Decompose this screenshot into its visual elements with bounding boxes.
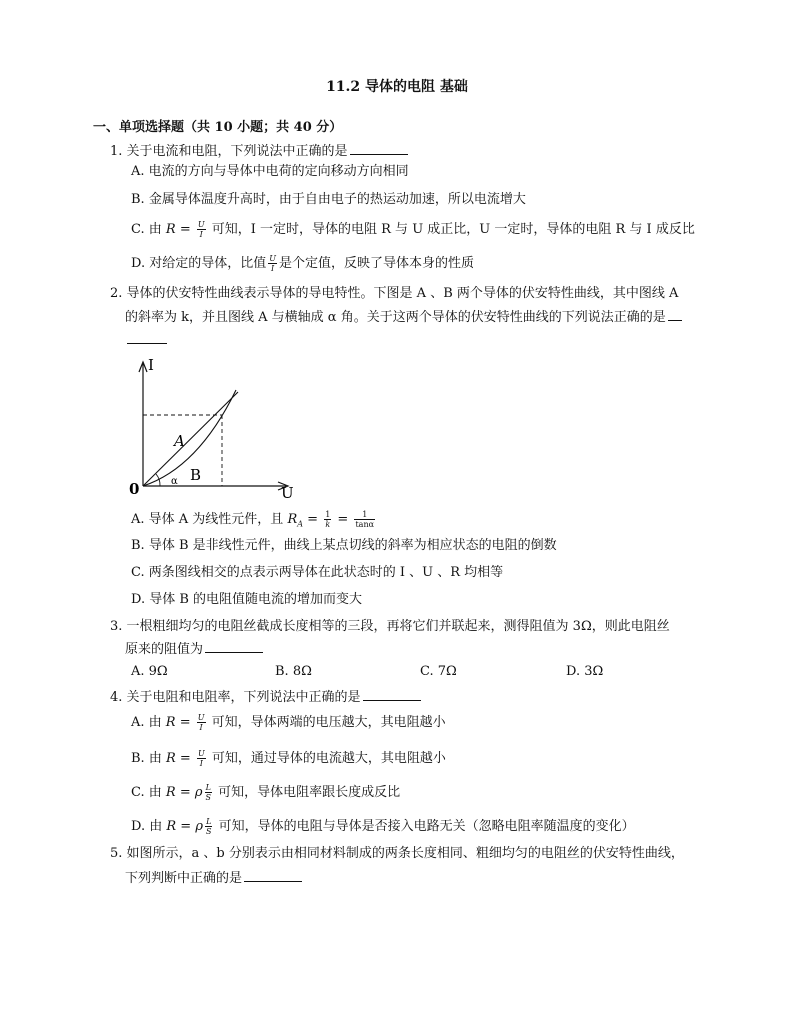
question-1-option-a: A. 电流的方向与导体中电荷的定向移动方向相同 — [131, 164, 409, 179]
symbol-r: R — [166, 819, 177, 834]
option-text: 是个定值，反映了导体本身的性质 — [278, 256, 474, 271]
symbol-rho: ρ — [195, 819, 203, 834]
fraction-denominator: I — [199, 723, 203, 732]
symbol-r: R — [165, 785, 176, 800]
symbol-r: R — [165, 751, 176, 766]
question-3-stem-line-2 — [125, 640, 263, 659]
symbol-r: R — [287, 512, 298, 527]
question-2-option-c: C. 两条图线相交的点表示两导体在此状态时的 I 、U 、R 均相等 — [131, 565, 504, 580]
question-1-option-b: B. 金属导体温度升高时，由于自由电子的热运动加速，所以电流增大 — [131, 192, 526, 207]
option-prefix: C. 由 — [131, 222, 162, 237]
question-5-text: 下列判断中正确的是 — [125, 871, 243, 886]
question-5-stem-line-2 — [125, 869, 302, 888]
line-a-label: A — [174, 432, 185, 450]
option-prefix: A. 导体 A 为线性元件，且 — [131, 512, 284, 527]
question-2-option-a — [131, 510, 377, 534]
fraction-numerator: L — [206, 817, 212, 826]
curve-b-label: B — [190, 466, 202, 484]
fraction-denominator: I — [199, 230, 203, 239]
question-3-option-c: C. 7Ω — [420, 664, 457, 679]
fraction-numerator: U — [269, 254, 276, 263]
fraction-u-over-i — [197, 713, 206, 732]
page-title: 11.2 导体的电阻 基础 — [326, 79, 468, 95]
fraction-numerator: 1 — [325, 510, 331, 519]
fraction-u-over-i — [197, 749, 206, 768]
fraction-u-over-i — [268, 254, 277, 273]
question-2-blank-continuation — [125, 331, 167, 350]
question-4-option-d — [131, 817, 635, 836]
section-heading: 一、单项选择题（共 10 小题；共 40 分） — [93, 120, 343, 135]
fraction-numerator: 1 — [354, 510, 375, 520]
answer-blank — [127, 331, 167, 344]
symbol-r: R — [165, 715, 176, 730]
x-axis-label: U — [281, 484, 294, 502]
option-text: 可知，导体的电阻与导体是否接入电路无关（忽略电阻率随温度的变化） — [214, 819, 635, 834]
question-1-option-c — [131, 220, 695, 239]
question-3-text: 原来的阻值为 — [125, 642, 204, 657]
option-text: 可知，导体两端的电压越大，其电阻越小 — [207, 715, 446, 730]
fraction-numerator: U — [197, 749, 205, 758]
equals-sign: = — [175, 715, 195, 730]
question-2-text: 的斜率为 k，并且图线 A 与横轴成 α 角。关于这两个导体的伏安特性曲线的下列说法正确的是 — [125, 310, 666, 325]
option-prefix: A. 由 — [131, 715, 162, 730]
equals-sign: = — [176, 819, 196, 834]
option-prefix: C. 由 — [131, 785, 162, 800]
fraction-denominator: I — [271, 264, 275, 273]
answer-blank — [668, 308, 682, 321]
fraction-numerator: U — [197, 220, 205, 229]
fraction-l-over-s — [205, 817, 212, 836]
answer-blank — [363, 688, 421, 701]
equals-sign: = — [175, 222, 195, 237]
fraction-one-over-k — [324, 510, 331, 529]
origin-label: 0 — [129, 480, 140, 498]
fraction-denominator: I — [199, 759, 203, 768]
option-text: 可知，I 一定时，导体的电阻 R 与 U 成正比，U 一定时，导体的电阻 R 与 I 成反比 — [207, 222, 695, 237]
fraction-denominator: k — [325, 520, 331, 529]
subscript-a: A — [297, 519, 304, 529]
question-2-stem-line-2 — [125, 308, 682, 327]
fraction-one-over-tan — [354, 510, 375, 529]
question-3-stem-line-1: 3. 一根粗细均匀的电阻丝截成长度相等的三段，再将它们并联起来，测得阻值为 3Ω，则此电阻丝 — [110, 619, 670, 634]
option-prefix: D. 由 — [131, 819, 163, 834]
symbol-r: R — [165, 222, 176, 237]
equals-sign: = — [303, 512, 323, 527]
question-1-option-d — [131, 254, 474, 273]
question-2-option-b: B. 导体 B 是非线性元件，曲线上某点切线的斜率为相应状态的电阻的倒数 — [131, 538, 557, 553]
option-text: 可知，导体电阻率跟长度成反比 — [214, 785, 401, 800]
question-4-option-b — [131, 749, 446, 768]
question-1-stem — [110, 142, 408, 161]
question-5-stem-line-1: 5. 如图所示，a 、b 分别表示由相同材料制成的两条长度相同、粗细均匀的电阻丝的伏安特性曲线， — [110, 846, 684, 861]
fraction-numerator: L — [205, 783, 211, 792]
option-prefix: D. 对给定的导体，比值 — [131, 256, 267, 271]
iv-characteristic-graph — [128, 352, 308, 502]
option-prefix: B. 由 — [131, 751, 162, 766]
y-axis-label: I — [148, 356, 154, 374]
answer-blank — [205, 640, 263, 653]
symbol-rho: ρ — [194, 785, 203, 800]
question-4-option-a — [131, 713, 446, 732]
question-4-stem — [110, 688, 421, 707]
equals-sign: = — [333, 512, 353, 527]
question-4-option-c — [131, 783, 400, 802]
option-text: 可知，通过导体的电流越大，其电阻越小 — [207, 751, 446, 766]
fraction-denominator: S — [206, 827, 212, 836]
question-2-stem-line-1: 2. 导体的伏安特性曲线表示导体的导电特性。下图是 A 、B 两个导体的伏安特性曲线，其中图线 A — [110, 286, 679, 301]
answer-blank — [244, 869, 302, 882]
question-1-text: 1. 关于电流和电阻，下列说法中正确的是 — [110, 144, 348, 159]
question-3-option-a: A. 9Ω — [131, 664, 168, 679]
fraction-denominator: tanα — [355, 520, 375, 529]
equals-sign: = — [175, 751, 195, 766]
fraction-u-over-i — [197, 220, 206, 239]
angle-label: α — [171, 476, 178, 487]
question-3-option-b: B. 8Ω — [275, 664, 312, 679]
question-4-text: 4. 关于电阻和电阻率，下列说法中正确的是 — [110, 690, 361, 705]
question-3-option-d: D. 3Ω — [566, 664, 604, 679]
question-2-option-d: D. 导体 B 的电阻值随电流的增加而变大 — [131, 592, 363, 607]
fraction-l-over-s — [205, 783, 212, 802]
fraction-denominator: S — [205, 793, 211, 802]
fraction-numerator: U — [197, 713, 205, 722]
answer-blank — [350, 142, 408, 155]
equals-sign: = — [175, 785, 195, 800]
